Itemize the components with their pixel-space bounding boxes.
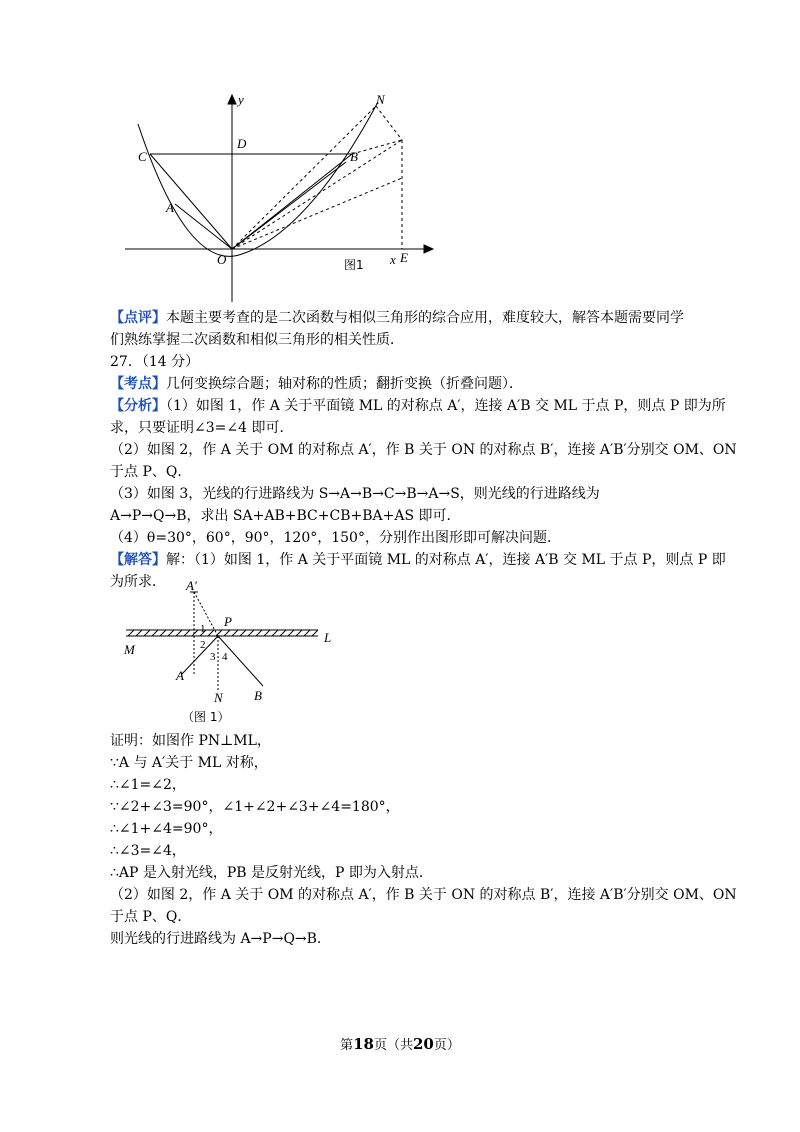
question-number: 27．（14 分）	[110, 354, 200, 370]
analysis-line-5: （3）如图 3，光线的行进路线为 S→A→B→C→B→A→S，则光线的行进路线为	[110, 486, 600, 502]
figure-parabola	[120, 92, 440, 307]
proof-line-9: 于点 P、Q．	[110, 909, 192, 925]
analysis-line-7: （4）θ=30°，60°，90°，120°，150°，分别作出图形即可解决问题．	[110, 530, 561, 546]
label-N: N	[214, 690, 223, 705]
proof-line-6: ∴∠3=∠4，	[110, 843, 186, 859]
label-E: E	[400, 250, 408, 265]
label-Aprime: A′	[186, 580, 197, 593]
proof-line-5: ∴∠1+∠4=90°，	[110, 821, 223, 837]
keypoint-tag: 【考点】	[110, 376, 166, 392]
proof-line-7: ∴AP 是入射光线，PB 是反射光线，P 即为入射点．	[110, 865, 433, 881]
segment-OC	[150, 154, 232, 249]
analysis-text-1: （1）如图 1，作 A 关于平面镜 ML 的对称点 A′，连接 A′B 交 ML 于点 P，则点 P 即为所	[166, 398, 726, 414]
figure1-caption: 图1	[344, 258, 364, 272]
answer-tag: 【解答】	[110, 552, 166, 568]
figure2-caption: （图 1）	[182, 710, 230, 724]
label-D: D	[237, 136, 247, 151]
label-angle-3: 3	[210, 651, 216, 663]
proof-line-4: ∵∠2+∠3=90°，∠1+∠2+∠3+∠4=180°，	[110, 799, 400, 815]
label-P: P	[224, 614, 232, 629]
proof-line-10: 则光线的行进路线为 A→P→Q→B．	[110, 931, 331, 947]
y-axis-arrow	[228, 95, 236, 104]
label-x: x	[390, 252, 396, 267]
label-angle-4: 4	[222, 651, 228, 663]
review-tag: 【点评】	[110, 310, 166, 326]
label-y: y	[238, 92, 244, 107]
proof-line-2: ∵A 与 A′关于 ML 对称，	[110, 755, 268, 771]
proof-line-8: （2）如图 2，作 A 关于 OM 的对称点 A′，作 B 关于 ON 的对称点 B′，连接 A′B′分别交 OM、ON	[110, 887, 737, 903]
segment-OB2	[232, 162, 346, 249]
review-line-2: 们熟练掌握二次函数和相似三角形的相关性质．	[110, 332, 404, 348]
dashed-O-point	[232, 140, 402, 249]
footer-total-pages: 20	[413, 1035, 434, 1053]
label-N: N	[376, 92, 385, 107]
footer-page-number: 18	[353, 1035, 374, 1053]
answer-text-1: 解：（1）如图 1，作 A 关于平面镜 ML 的对称点 A′，连接 A′B 交 ML 于点 P，则点 P 即	[166, 552, 726, 568]
answer-line-2: 为所求．	[110, 574, 166, 590]
analysis-line-6: A→P→Q→B，求出 SA+AB+BC+CB+BA+AS 即可．	[110, 508, 461, 524]
label-L: L	[324, 630, 332, 645]
analysis-line-1	[110, 396, 726, 416]
analysis-tag: 【分析】	[110, 398, 166, 414]
review-text-1: 本题主要考查的是二次函数与相似三角形的综合应用，难度较大，解答本题需要同学	[166, 310, 684, 326]
answer-line-1	[110, 550, 726, 570]
keypoint-text: 几何变换综合题；轴对称的性质；翻折变换（折叠问题）．	[166, 376, 523, 392]
dashed-Aprime-P	[194, 592, 218, 636]
label-C: C	[138, 149, 147, 164]
dashed-ON	[232, 106, 376, 249]
mirror-hatching	[128, 630, 318, 636]
analysis-line-4: 于点 P、Q．	[110, 464, 192, 480]
footer-prefix: 第	[340, 1038, 354, 1053]
dashed-N-point	[376, 106, 402, 140]
label-O: O	[217, 252, 227, 267]
footer-mid: 页（共	[373, 1038, 413, 1053]
label-A: A	[166, 200, 174, 215]
x-axis-arrow	[424, 245, 433, 253]
label-B: B	[350, 149, 358, 164]
label-B: B	[254, 688, 262, 703]
label-A: A	[176, 668, 184, 683]
label-angle-1: 1	[200, 623, 206, 635]
segment-OA	[175, 204, 232, 249]
label-M: M	[124, 642, 135, 657]
keypoint-line	[110, 374, 523, 394]
analysis-line-2: 求，只要证明∠3=∠4 即可．	[110, 420, 294, 436]
dashed-B-point	[352, 140, 402, 154]
label-angle-2: 2	[200, 639, 206, 651]
review-line-1	[110, 308, 684, 328]
dashed-O-mid	[232, 178, 402, 249]
footer-suffix: 页）	[433, 1038, 460, 1053]
parabola	[138, 102, 378, 256]
figure-mirror-reflection	[118, 580, 348, 728]
proof-line-3: ∴∠1=∠2，	[110, 777, 186, 793]
page-footer	[0, 1034, 800, 1053]
proof-line-1: 证明：如图作 PN⊥ML，	[110, 733, 271, 749]
analysis-line-3: （2）如图 2，作 A 关于 OM 的对称点 A′，作 B 关于 ON 的对称点 B′，连接 A′B′分别交 OM、ON	[110, 442, 737, 458]
